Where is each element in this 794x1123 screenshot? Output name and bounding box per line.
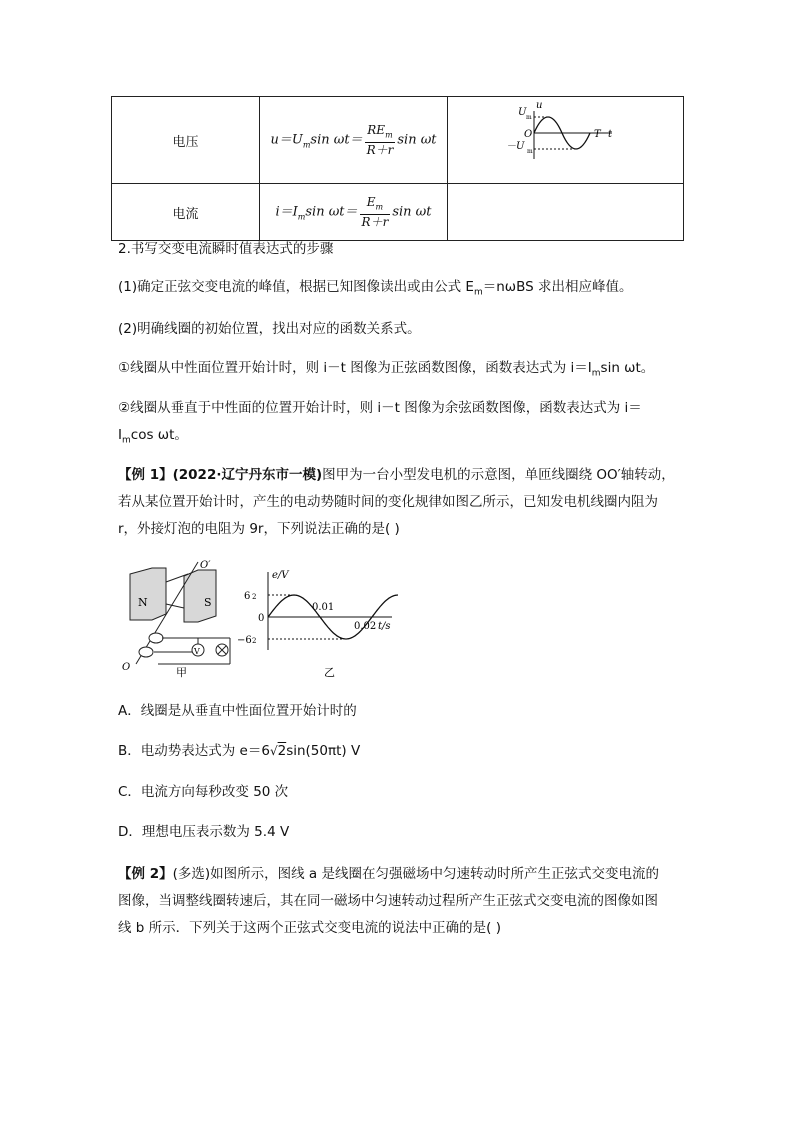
y-top-root: 2 [252, 593, 257, 601]
label-neg-um-sub: m [527, 148, 533, 155]
current-row [112, 184, 684, 241]
voltage-formula [260, 97, 448, 184]
case-1-sub: m [591, 368, 601, 379]
example-1-line-2: 若从某位置开始计时，产生的电动势随时间的变化规律如图乙所示，已知发电机线圈内阻为 [118, 494, 658, 510]
generator-diagram [122, 560, 230, 679]
case-2: ②线圈从垂直于中性面的位置开始计时，则 i－t 图像为余弦函数图像，函数表达式为 i＝ [118, 400, 642, 416]
formula-text: sin ωt＝ [310, 132, 363, 148]
fraction-denominator: R＋r [361, 215, 389, 230]
example-1-line-1 [118, 464, 678, 486]
y-bot-root: 2 [252, 637, 257, 645]
formula-text: sin ωt [392, 204, 432, 220]
case-1-text: ①线圈从中性面位置开始计时，则 i－t 图像为正弦函数图像，函数表达式为 i＝I [118, 360, 592, 376]
axis-u: u [536, 100, 543, 111]
case-1-tail: sin ωt。 [600, 360, 655, 376]
step-1 [118, 276, 678, 304]
example-1-figure [118, 560, 408, 680]
zero-label: 0 [258, 613, 265, 624]
option-d: D．理想电压表示数为 5.4 V [118, 824, 290, 840]
case-2-i: I [118, 427, 122, 443]
y-bot-label: −6 [237, 635, 252, 646]
example-2-tag: 【例 2】 [118, 866, 173, 882]
formula-text: u＝U [270, 132, 303, 148]
option-c: C．电流方向每秒改变 50 次 [118, 784, 289, 800]
formula-sub: m [302, 140, 311, 150]
example-2-line-2: 图像，当调整线圈转速后，其在同一磁场中匀速转动过程所产生正弦式交变电流的图像如图 [118, 893, 658, 909]
step-1-text: (1)确定正弦交变电流的峰值，根据已知图像读出或由公式 E [118, 279, 474, 295]
formula-text: sin ωt [397, 132, 437, 148]
label-jia: 甲 [176, 666, 187, 679]
label-o: O [122, 662, 131, 673]
fraction [360, 195, 391, 229]
step-title: 2.书写交变电流瞬时值表达式的步骤 [118, 241, 334, 257]
label-T: T [594, 129, 601, 140]
fraction-numerator: E [366, 194, 376, 209]
label-um-sub: m [526, 114, 532, 121]
case-1 [118, 357, 678, 385]
example-1-tag: 【例 1】(2022·辽宁丹东市一模) [118, 467, 323, 483]
example-2-text: (多选)如图所示，图线 a 是线圈在匀强磁场中匀速转动时所产生正弦式交变电流的 [172, 866, 659, 882]
voltage-row [112, 97, 684, 184]
fraction [365, 123, 396, 157]
fraction-numerator: RE [367, 122, 386, 137]
example-2-line-1 [118, 863, 678, 885]
x2-label: 0.02 [354, 621, 377, 632]
slip-ring-2 [139, 647, 153, 657]
sine-graph [448, 97, 684, 179]
option-b-text: B．电动势表达式为 e＝6 [118, 743, 270, 759]
example-2-line-3: 线 b 所示．下列关于这两个正弦式交变电流的说法中正确的是( ) [118, 920, 501, 936]
example-1-text: 图甲为一台小型发电机的示意图，单匝线圈绕 OO′轴转动， [322, 467, 675, 483]
step-2: (2)明确线圈的初始位置，找出对应的函数关系式。 [118, 321, 421, 337]
formula-sub: m [297, 212, 306, 222]
y-top-label: 6 [244, 591, 251, 602]
fraction-denominator: R＋r [366, 143, 394, 158]
formula-table [111, 96, 684, 241]
x1-label: 0.01 [312, 602, 335, 613]
label-s: S [204, 596, 212, 609]
axis-t-label: t/s [378, 621, 391, 632]
voltage-graph-cell [448, 97, 684, 184]
label-n: N [138, 596, 148, 609]
label-o-prime: O′ [200, 560, 211, 571]
voltmeter-label: V [194, 647, 200, 656]
current-formula [260, 184, 448, 241]
case-2-cont [118, 424, 678, 452]
example-1-line-3: r，外接灯泡的电阻为 9r，下列说法正确的是( ) [118, 521, 400, 537]
step-1-tail: ＝nωBS 求出相应峰值。 [482, 279, 633, 295]
fraction-sub: m [375, 202, 384, 212]
step-1-sub: m [473, 287, 483, 298]
sqrt-sign: √ [269, 744, 278, 758]
label-neg-um: －U [506, 141, 525, 152]
origin-label: O [524, 129, 533, 140]
option-b-root: 2 [277, 743, 287, 759]
option-b [118, 740, 678, 762]
slip-ring-1 [149, 633, 163, 643]
formula-text: i＝I [275, 204, 298, 220]
option-a: A．线圈是从垂直中性面位置开始计时的 [118, 703, 357, 719]
label-yi: 乙 [324, 666, 335, 679]
case-2-tail: cos ωt。 [130, 427, 188, 443]
axis-t: t [608, 129, 613, 140]
current-graph-cell [448, 184, 684, 241]
option-b-tail: sin(50πt) V [286, 743, 361, 759]
case-2-sub: m [121, 435, 131, 446]
current-label: 电流 [112, 184, 260, 241]
label-um: U [518, 107, 527, 118]
voltage-label: 电压 [112, 97, 260, 184]
emf-graph [237, 570, 398, 679]
formula-text: sin ωt＝ [305, 204, 358, 220]
magnet-n [130, 568, 166, 620]
axis-e-label: e/V [272, 570, 289, 581]
fraction-sub: m [385, 130, 393, 140]
